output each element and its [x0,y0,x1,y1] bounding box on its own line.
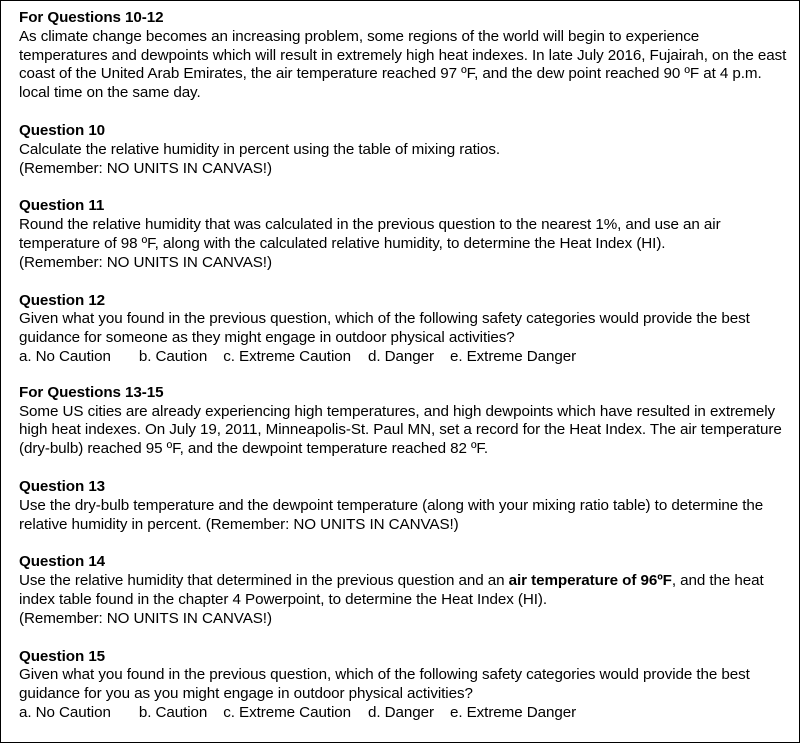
question-15-option-e: e. Extreme Danger [449,703,577,721]
question-15-option-c: c. Extreme Caution [223,703,351,721]
question-14-reminder: (Remember: NO UNITS IN CANVAS!) [19,609,272,627]
question-10 [19,122,789,178]
question-13 [19,478,789,534]
section-intro-10-12: As climate change becomes an increasing problem, some regions of the world will begin to experience temperatures and dewpoints which will result in extremely high heat indexes. In late July 2016, Fujairah, on the east coast of the United Arab Emirates, the air temperature reached 97 ºF, and the dew point reached 90 ºF at 4 p.m. local time on the same day. [19,27,787,102]
question-11-text: Round the relative humidity that was calculated in the previous question to the nearest 1%, and use an air temperature of 98 ºF, along with the calculated relative humidity, to determine the Heat Index (HI). [19,216,721,252]
question-15-heading: Question 15 [19,647,106,665]
question-15-option-a: a. No Caution [19,703,111,721]
question-11 [19,197,789,272]
question-11-heading: Question 11 [19,197,105,215]
question-15 [19,648,789,723]
question-10-text: Calculate the relative humidity in percent using the table of mixing ratios. [19,140,501,158]
question-14-heading: Question 14 [19,553,106,571]
question-12-option-b: b. Caution [138,347,208,365]
question-15-text: Given what you found in the previous question, which of the following safety categories would provide the best guidance for you as you might engage in outdoor physical activities? [19,666,750,703]
section-questions-13-15 [19,384,789,459]
question-12 [19,292,789,367]
question-12-option-a: a. No Caution [19,347,111,365]
question-12-option-e: e. Extreme Danger [449,347,577,365]
question-15-options [19,704,789,723]
section-intro-13-15: Some US cities are already experiencing high temperatures, and high dewpoints which have resulted in extremely high heat indexes. On July 19, 2011, Minneapolis-St. Paul MN, set a record for the Heat Index. The air temperature (dry-bulb) reached 95 ºF, and the dewpoint temperature reached 82 ºF. [19,402,782,458]
section-questions-10-12 [19,9,789,103]
question-12-options [19,348,789,367]
question-14 [19,553,789,628]
question-10-heading: Question 10 [19,121,106,139]
question-13-heading: Question 13 [19,477,106,495]
question-12-option-d: d. Danger [367,347,434,365]
section-heading-13-15: For Questions 13-15 [19,383,164,401]
question-14-air-temperature: air temperature of 96ºF [508,572,672,590]
question-12-text: Given what you found in the previous question, which of the following safety categories would provide the best guidance for someone as they might engage in outdoor physical activities? [19,310,750,347]
question-14-text-end: , and the heat index table found in the chapter 4 Powerpoint, to determine the Heat Index (HI). [19,572,764,608]
question-13-text: Use the dry-bulb temperature and the dewpoint temperature (along with your mixing ratio table) to determine the relative humidity in percent. (Remember: NO UNITS IN CANVAS!) [19,496,764,533]
question-14-text [19,572,789,610]
question-11-reminder: (Remember: NO UNITS IN CANVAS!) [19,253,272,271]
document [19,9,789,742]
question-12-heading: Question 12 [19,291,106,309]
section-heading-10-12: For Questions 10-12 [19,9,164,26]
question-12-option-c: c. Extreme Caution [223,347,351,365]
question-15-option-b: b. Caution [138,703,208,721]
question-14-text-start: Use the relative humidity that determined in the previous question and an [19,572,509,590]
question-15-option-d: d. Danger [367,703,434,721]
question-10-reminder: (Remember: NO UNITS IN CANVAS!) [19,159,272,177]
